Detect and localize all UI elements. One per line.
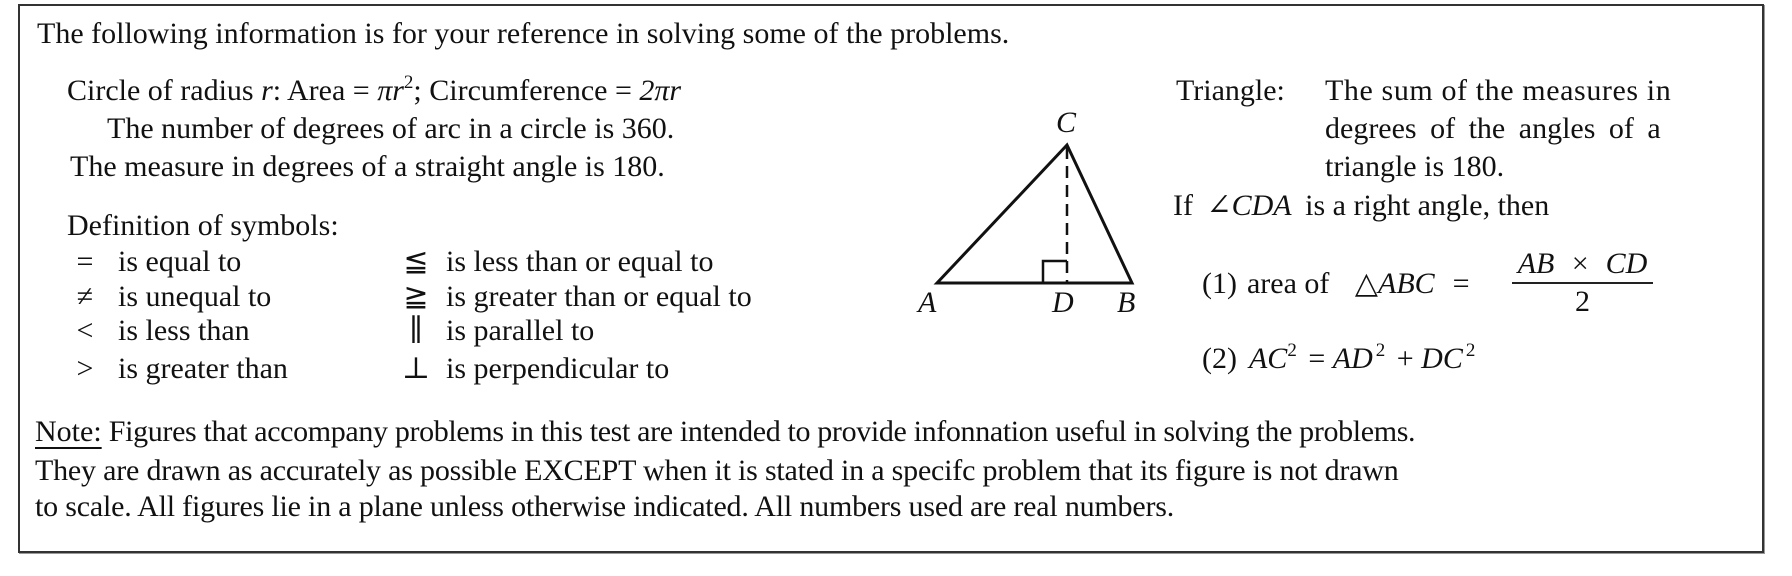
circumference-label: ; Circumference = <box>413 74 640 107</box>
less-than-symbol: < <box>76 314 94 347</box>
note-text-1: Figures that accompany problems in this test are intended to provide infonnation useful in solving the problems. <box>101 415 1416 448</box>
area-exponent: 2 <box>403 72 414 93</box>
rule-1-text: area of <box>1246 267 1337 300</box>
segment-ad: AD <box>1332 342 1373 375</box>
exponent-ad: 2 <box>1375 340 1386 361</box>
symbol-meaning-leq: is less than or equal to <box>446 245 714 278</box>
vertex-label-b: B <box>1117 286 1136 319</box>
rule-1-number: (1) <box>1202 267 1237 300</box>
triangle-fact-line3: triangle is 180. <box>1325 150 1505 183</box>
vertex-label-c: C <box>1056 106 1077 139</box>
rule-2 <box>1202 340 1476 375</box>
note-line-2: They are drawn as accurately as possible EXCEPT when it is stated in a specifc problem that its figure is not drawn <box>35 454 1399 487</box>
if-prefix: If <box>1173 189 1201 222</box>
exponent-dc: 2 <box>1465 340 1476 361</box>
symbol-meaning-geq: is greater than or equal to <box>446 280 752 313</box>
rule-2-number: (2) <box>1202 342 1237 375</box>
greater-equal-symbol: ≧ <box>403 280 429 313</box>
circumference-formula: 2πr <box>639 74 682 107</box>
unequal-symbol: ≠ <box>76 280 94 313</box>
fraction-bar <box>1512 282 1653 284</box>
radius-variable: r <box>261 74 273 107</box>
area-formula: πr <box>377 74 404 107</box>
vertex-label-a: A <box>918 286 937 319</box>
segment-dc: DC <box>1421 342 1463 375</box>
straight-angle-text: The measure in degrees of a straight angle is 180. <box>70 150 665 183</box>
greater-than-symbol: > <box>76 352 94 385</box>
triangle-label: Triangle: <box>1176 74 1285 107</box>
equal-symbol: = <box>76 245 94 278</box>
fraction-denominator: 2 <box>1575 285 1590 318</box>
rule-1-equals: = <box>1452 267 1470 300</box>
less-equal-symbol: ≦ <box>403 245 429 278</box>
parallel-symbol: ∥ <box>409 314 423 347</box>
triangle-icon <box>937 145 1132 283</box>
segment-ac: AC <box>1248 342 1288 375</box>
note-line-3: to scale. All figures lie in a plane unless otherwise indicated. All numbers used are real numbers. <box>35 490 1175 523</box>
rule-1 <box>1202 269 1470 299</box>
symbol-meaning-parallel: is parallel to <box>446 314 595 347</box>
triangle-fact-line2: degrees of the angles of a <box>1325 112 1661 145</box>
right-angle-condition <box>1173 191 1549 221</box>
right-angle-marker <box>1043 261 1067 283</box>
circle-prefix: Circle of radius <box>67 74 262 107</box>
symbol-meaning-unequal: is unequal to <box>118 280 272 313</box>
rule-2-equals: = <box>1300 342 1333 375</box>
symbol-meaning-greater: is greater than <box>118 352 288 385</box>
intro-text: The following information is for your reference in solving some of the problems. <box>37 17 1010 50</box>
if-suffix: is a right angle, then <box>1297 189 1550 222</box>
arc-degrees-text: The number of degrees of arc in a circle is 360. <box>107 112 675 145</box>
perpendicular-symbol: ⊥ <box>401 352 431 385</box>
note-label: Note: <box>35 415 102 448</box>
symbols-title: Definition of symbols: <box>67 209 339 242</box>
symbol-meaning-perpendicular: is perpendicular to <box>446 352 670 385</box>
triangle-fact-line1: The sum of the measures in <box>1325 74 1672 107</box>
area-label: : Area = <box>272 74 378 107</box>
triangle-abc: △ABC <box>1354 267 1435 300</box>
vertex-label-d: D <box>1052 286 1074 319</box>
symbol-meaning-less: is less than <box>118 314 250 347</box>
symbol-meaning-equal: is equal to <box>118 245 242 278</box>
exponent-ac: 2 <box>1287 340 1297 361</box>
rule-2-plus: + <box>1389 342 1422 375</box>
fraction-numerator: AB × CD <box>1517 247 1648 280</box>
note-line-1 <box>35 417 1415 447</box>
angle-cda: ∠CDA <box>1206 189 1292 222</box>
